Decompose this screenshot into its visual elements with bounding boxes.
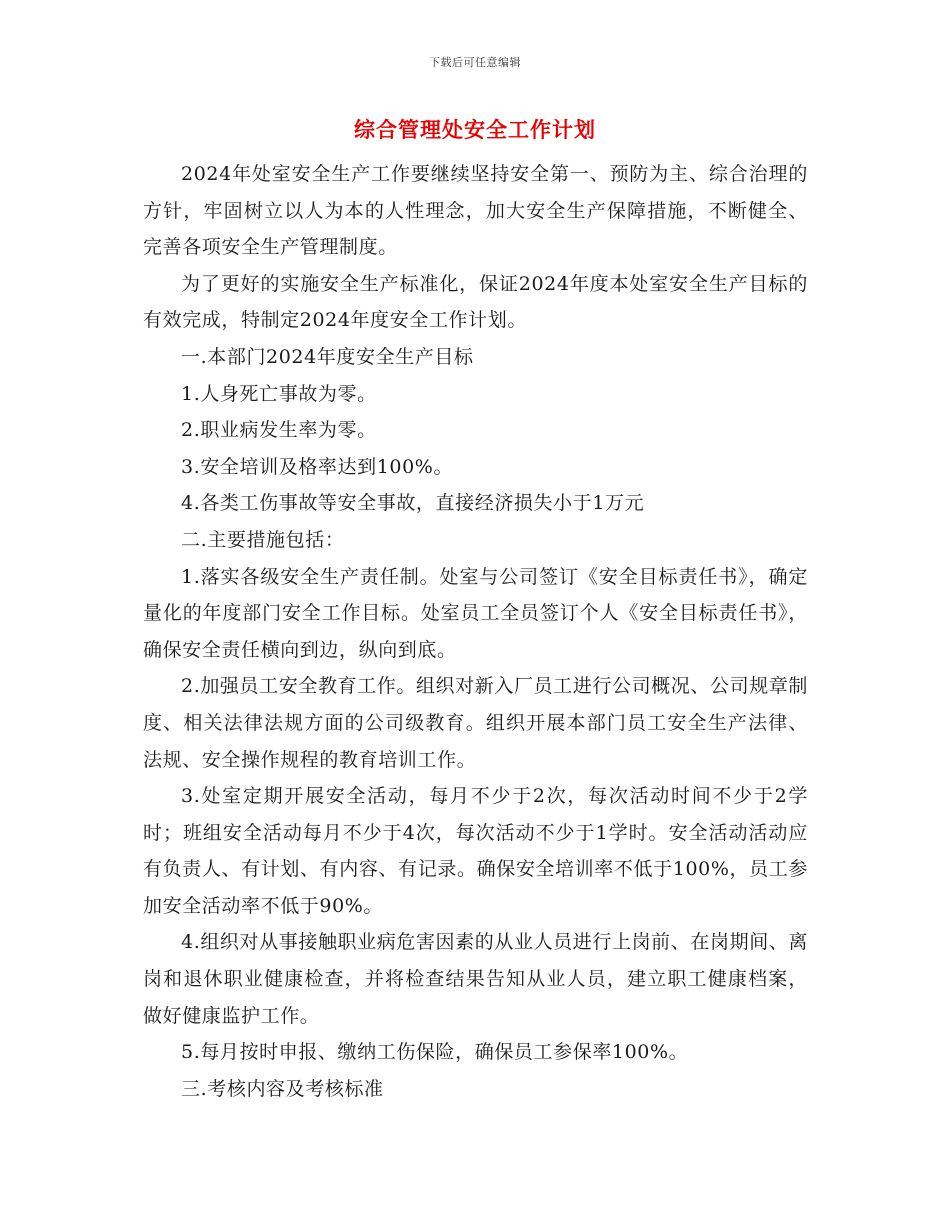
header-note: 下载后可任意编辑: [429, 56, 521, 69]
section-heading-assessment: 三.考核内容及考核标准: [181, 1077, 384, 1100]
section-heading-goals: 一.本部门2024年度安全生产目标: [181, 345, 474, 368]
paragraph-intro: 2024年处室安全生产工作要继续坚持安全第一、预防为主、综合治理的方针，牢固树立以人为本的人性理念，加大安全生产保障措施，不断健全、完善各项安全生产管理制度。: [143, 163, 808, 259]
measure-item-3: 3.处室定期开展安全活动，每月不少于2次，每次活动时间不少于2学时；班组安全活动每月不少于4次，每次活动不少于1学时。安全活动活动应有负责人、有计划、有内容、有记录。确保安全培训率不低于100%，员工参加安全活动率不低于90%。: [143, 785, 808, 917]
document-body: [143, 156, 808, 1107]
goal-item-4: 4.各类工伤事故等安全事故，直接经济损失小于1万元: [181, 492, 645, 515]
measure-item-4: 4.组织对从事接触职业病危害因素的从业人员进行上岗前、在岗期间、离岗和退休职业健康检查，并将检查结果告知从业人员，建立职工健康档案，做好健康监护工作。: [143, 931, 808, 1027]
section-heading-measures: 二.主要措施包括：: [181, 528, 345, 551]
document-title: 综合管理处安全工作计划: [354, 117, 596, 142]
goal-item-3: 3.安全培训及格率达到100%。: [181, 455, 454, 478]
goal-item-1: 1.人身死亡事故为零。: [181, 382, 377, 405]
measure-item-5: 5.每月按时申报、缴纳工伤保险，确保员工参保率100%。: [181, 1041, 689, 1064]
goal-item-2: 2.职业病发生率为零。: [181, 419, 377, 442]
measure-item-2: 2.加强员工安全教育工作。组织对新入厂员工进行公司概况、公司规章制度、相关法律法规方面的公司级教育。组织开展本部门员工安全生产法律、法规、安全操作规程的教育培训工作。: [143, 675, 808, 771]
measure-item-1: 1.落实各级安全生产责任制。处室与公司签订《安全目标责任书》，确定量化的年度部门安全工作目标。处室员工全员签订个人《安全目标责任书》，确保安全责任横向到边，纵向到底。: [143, 565, 808, 661]
paragraph-purpose: 为了更好的实施安全生产标准化，保证2024年度本处室安全生产目标的有效完成，特制定2024年度安全工作计划。: [143, 272, 808, 332]
